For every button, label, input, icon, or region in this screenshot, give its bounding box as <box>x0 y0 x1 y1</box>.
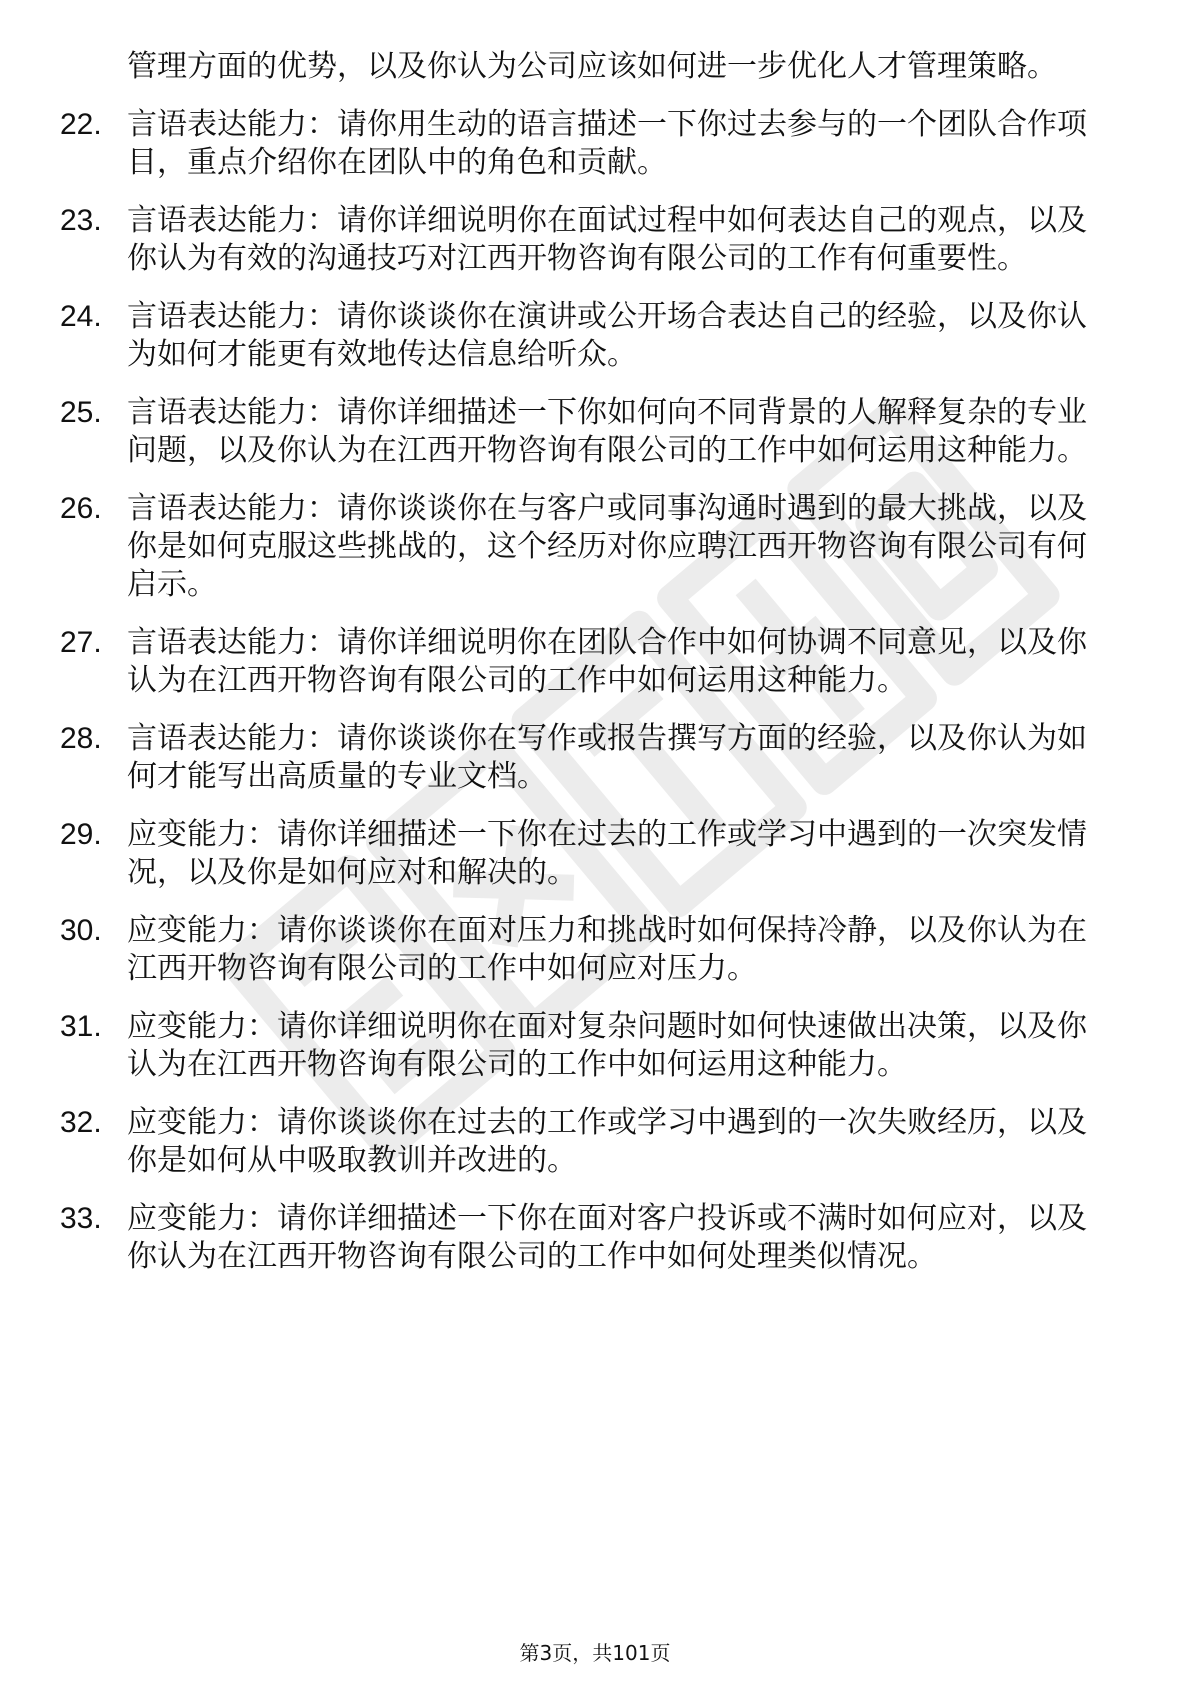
question-item <box>60 106 1110 182</box>
question-number: 26. <box>60 492 102 525</box>
question-text: 应变能力：请你详细描述一下你在面对客户投诉或不满时如何应对，以及你认为在江西开物咨询有限公司的工作中如何处理类似情况。 <box>127 1201 1087 1274</box>
question-number: 27. <box>60 626 102 659</box>
question-item <box>60 1008 1110 1084</box>
question-text: 应变能力：请你谈谈你在过去的工作或学习中遇到的一次失败经历，以及你是如何从中吸取教训并改进的。 <box>127 1105 1087 1178</box>
question-number: 23. <box>60 204 102 237</box>
page-footer: 第3页，共101页 <box>519 1641 671 1665</box>
question-text: 言语表达能力：请你谈谈你在演讲或公开场合表达自己的经验，以及你认为如何才能更有效地传达信息给听众。 <box>127 299 1087 372</box>
question-item <box>60 490 1110 604</box>
question-item <box>60 720 1110 796</box>
question-item <box>60 202 1110 278</box>
question-item <box>60 1200 1110 1276</box>
question-text: 应变能力：请你谈谈你在面对压力和挑战时如何保持冷静，以及你认为在江西开物咨询有限公司的工作中如何应对压力。 <box>127 913 1087 986</box>
question-number: 28. <box>60 722 102 755</box>
question-text: 应变能力：请你详细说明你在面对复杂问题时如何快速做出决策，以及你认为在江西开物咨询有限公司的工作中如何运用这种能力。 <box>127 1009 1087 1082</box>
question-text: 言语表达能力：请你谈谈你在写作或报告撰写方面的经验，以及你认为如何才能写出高质量的专业文档。 <box>127 721 1087 794</box>
question-text: 言语表达能力：请你详细描述一下你如何向不同背景的人解释复杂的专业问题，以及你认为在江西开物咨询有限公司的工作中如何运用这种能力。 <box>127 395 1087 468</box>
question-number: 30. <box>60 914 102 947</box>
question-list <box>60 48 1110 1296</box>
continuation-text: 管理方面的优势，以及你认为公司应该如何进一步优化人才管理策略。 <box>127 49 1057 84</box>
question-number: 29. <box>60 818 102 851</box>
question-text: 应变能力：请你详细描述一下你在过去的工作或学习中遇到的一次突发情况，以及你是如何应对和解决的。 <box>127 817 1087 890</box>
question-text: 言语表达能力：请你详细说明你在团队合作中如何协调不同意见，以及你认为在江西开物咨询有限公司的工作中如何运用这种能力。 <box>127 625 1087 698</box>
question-number: 25. <box>60 396 102 429</box>
question-item <box>60 1104 1110 1180</box>
question-text: 言语表达能力：请你用生动的语言描述一下你过去参与的一个团队合作项目，重点介绍你在团队中的角色和贡献。 <box>127 107 1087 180</box>
question-item <box>60 394 1110 470</box>
question-number: 32. <box>60 1106 102 1139</box>
question-number: 22. <box>60 108 102 141</box>
question-number: 31. <box>60 1010 102 1043</box>
question-item <box>60 298 1110 374</box>
question-text: 言语表达能力：请你详细说明你在面试过程中如何表达自己的观点，以及你认为有效的沟通技巧对江西开物咨询有限公司的工作有何重要性。 <box>127 203 1087 276</box>
question-number: 33. <box>60 1202 102 1235</box>
question-text: 言语表达能力：请你谈谈你在与客户或同事沟通时遇到的最大挑战，以及你是如何克服这些挑战的，这个经历对你应聘江西开物咨询有限公司有何启示。 <box>127 491 1087 602</box>
question-item <box>60 816 1110 892</box>
question-item <box>60 624 1110 700</box>
question-number: 24. <box>60 300 102 333</box>
question-item <box>60 912 1110 988</box>
